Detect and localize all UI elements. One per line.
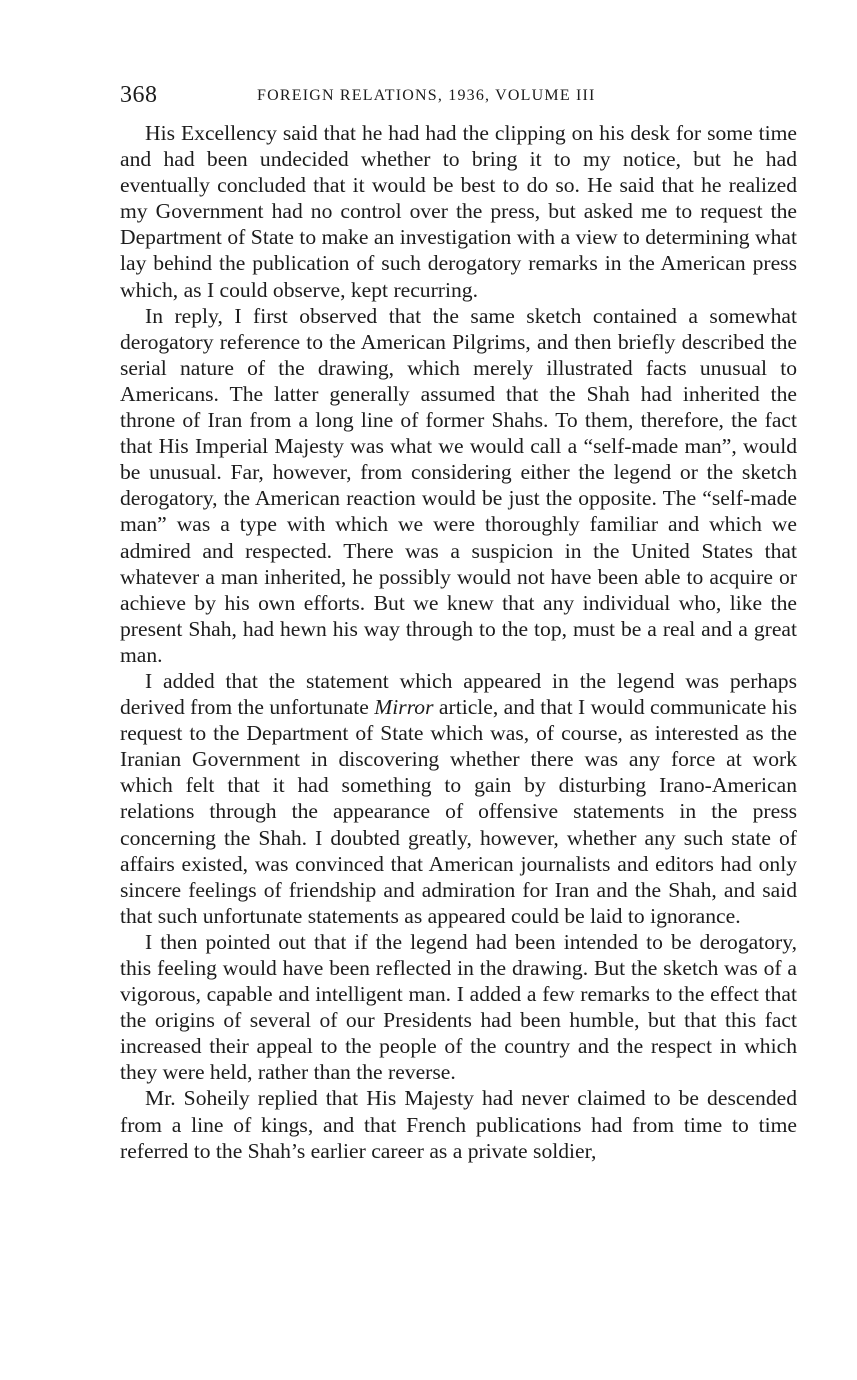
document-page	[120, 82, 797, 1164]
paragraph-1: His Excellency said that he had had the clipping on his desk for some time and had been undecided whether to bring it to my notice, but he had eventually concluded that it would be best to do so. He said that he realized my Government had no control over the press, but asked me to request the Department of State to make an investigation with a view to determining what lay behind the publication of such derogatory remarks in the American press which, as I could observe, kept recurring.	[120, 121, 797, 302]
running-head	[120, 82, 797, 114]
paragraph-4: I then pointed out that if the legend had been intended to be derogatory, this feeling would have been reflected in the drawing. But the sketch was of a vigorous, capable and intelligent man. I added a few remarks to the effect that the origins of several of our Presidents had been humble, but that this fact increased their appeal to the people of the country and the respect in which they were held, rather than the reverse.	[120, 929, 797, 1085]
paragraph-5: Mr. Soheily replied that His Majesty had never claimed to be descended from a line of kings, and that French publications had from time to time referred to the Shah’s earlier career as a private soldier,	[120, 1086, 797, 1163]
paragraph-2: In reply, I first observed that the same sketch contained a somewhat derogatory reference to the American Pilgrims, and then briefly described the serial nature of the drawing, which merely illustrated facts unusual to Americans. The latter generally assumed that the Shah had inherited the throne of Iran from a long line of former Shahs. To them, therefore, the fact that His Imperial Majesty was what we would call a “self-made man”, would be unusual. Far, however, from considering either the legend or the sketch derogatory, the American reaction would be just the opposite. The “self-made man” was a type with which we were thoroughly familiar and which we admired and respected. There was a suspicion in the United States that whatever a man inherited, he possibly would not have been able to acquire or achieve by his own efforts. But we knew that any individual who, like the present Shah, had hewn his way through to the top, must be a real and a great man.	[120, 303, 797, 667]
mirror-publication-title: Mirror	[374, 695, 434, 720]
running-head-title: FOREIGN RELATIONS, 1936, VOLUME III	[257, 87, 596, 104]
paragraph-3-text-after: article, and that I would communicate his request to the Department of State which was, of course, as interested as the Iranian Government in discovering whether there was any force at work which felt that it had something to gain by disturbing Irano-American relations through the appearance of offensive statements in the press concerning the Shah. I doubted greatly, however, whether any such state of affairs existed, was convinced that American journalists and editors had only sincere feelings of friendship and admiration for Iran and the Shah, and said that such unfortunate statements as appeared could be laid to ignorance.	[120, 695, 797, 928]
body-text	[120, 120, 797, 1164]
page-number: 368	[120, 82, 158, 108]
paragraph-3-text-before: I added that the statement which appeared in the legend was perhaps derived from the unfortunate	[120, 668, 797, 720]
paragraph-3	[120, 668, 797, 929]
